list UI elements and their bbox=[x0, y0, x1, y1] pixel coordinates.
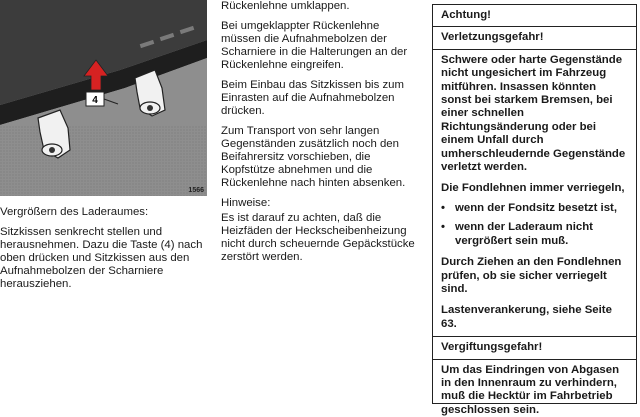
bullet-item: • wenn der Laderaum nicht vergrößert sein muß. bbox=[433, 221, 636, 248]
seat-hinge-illustration bbox=[0, 0, 207, 196]
injury-heading: Verletzungsgefahr! bbox=[441, 31, 544, 44]
lock-intro: Die Fondlehnen immer verriegeln, bbox=[441, 182, 625, 195]
warning-title: Achtung! bbox=[441, 9, 491, 21]
divider bbox=[433, 49, 636, 50]
middle-text-column bbox=[221, 0, 421, 271]
figure-number: 1566 bbox=[188, 187, 204, 194]
bullet-item: • wenn der Fondsitz besetzt ist, bbox=[433, 202, 636, 215]
divider bbox=[433, 359, 636, 360]
poison-heading: Vergiftungsgefahr! bbox=[441, 341, 543, 354]
injury-text: Schwere oder harte Gegenstände nicht ungesichert im Fahrzeug mitführen. Insassen könnten sonst bei starkem Bremsen, bei einer schnellen Richtungsänderung oder bei einem Unfall durch umherschleudernde Gegenstände verletzt werden. bbox=[441, 53, 626, 174]
paragraph: Rückenlehne umklappen. bbox=[221, 0, 350, 12]
pull-check-text: Durch Ziehen an den Fondlehnen prüfen, ob sie sicher verriegelt sind. bbox=[441, 256, 622, 295]
paragraph: Bei umgeklappter Rückenlehne müssen die Aufnahmebolzen der Scharniere in die Halterungen an der Rückenlehne eingreifen. bbox=[221, 20, 408, 71]
divider bbox=[433, 336, 636, 337]
poison-text: Um das Eindringen von Abgasen in den Innenraum zu verhindern, muß die Hecktür im Fahrbetrieb geschlossen sein. bbox=[441, 363, 620, 416]
divider bbox=[433, 26, 636, 27]
section-heading: Vergrößern des Laderaumes: bbox=[0, 206, 149, 218]
seat-hinge-drawing bbox=[0, 0, 207, 196]
paragraph: Sitzkissen senkrecht stellen und herausnehmen. Dazu die Taste (4) nach oben drücken und Sitzkissen aus den Aufnahmebolzen der Scharniere herausziehen. bbox=[0, 226, 203, 290]
hint-heading: Hinweise: bbox=[221, 197, 271, 209]
warning-box bbox=[432, 4, 637, 416]
paragraph: Beim Einbau das Sitzkissen bis zum Einrasten auf die Aufnahmebolzen drücken. bbox=[221, 79, 404, 117]
left-text-column bbox=[0, 206, 205, 298]
paragraph: Es ist darauf zu achten, daß die Heizfäden der Heckscheibenheizung nicht durch scheuernde Gepäckstücke zerstört werden. bbox=[221, 212, 415, 263]
anchor-reference: Lastenverankerung, siehe Seite 63. bbox=[441, 304, 612, 330]
paragraph: Zum Transport von sehr langen Gegenständen zusätzlich noch den Beifahrersitz vorschieben, die Kopfstütze abnehmen und die Rückenlehne nach hinten absenken. bbox=[221, 125, 406, 189]
callout-number: 4 bbox=[92, 95, 98, 106]
